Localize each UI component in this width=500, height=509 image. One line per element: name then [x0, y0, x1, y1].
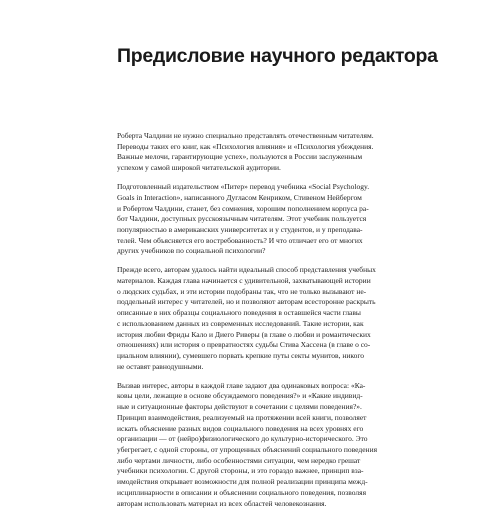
text-line: история любви Фриды Кало и Диего Риверы (в главе о любви и романтических	[117, 329, 371, 339]
text-line: имодействия открывает возможности для полной реализации принципа межд-	[117, 477, 368, 487]
text-line: искать объяснение разных видов социального поведения на всех уровнях его	[117, 423, 364, 433]
text-line: с использованием данных из современных исследований. Такие истории, как	[117, 318, 364, 328]
page-title: Предисловие научного редактора	[117, 45, 438, 67]
text-line: Подготовленный издательством «Питер» перевод учебника «Social Psychology.	[117, 182, 370, 192]
text-line: не оставят равнодушными.	[117, 361, 204, 371]
text-line: Важные мелочи, гарантирующие успех», пользуются в России заслуженным	[117, 152, 363, 162]
text-line: описанные в них образцы социального поведения в оставшейся части главы	[117, 308, 361, 318]
text-line: организации — от (нейро)физиологического до культурно-исторического. Это	[117, 434, 368, 444]
text-line: циальном влиянии), сумевшего порвать крепкие путы секты мунитов, никого	[117, 351, 365, 361]
text-line: Прежде всего, авторам удалось найти идеальный способ представления учебных	[117, 265, 376, 275]
text-line: успехом у самой широкой читательской аудитории.	[117, 163, 281, 173]
text-line: исциплинарности в описании и объяснении социального поведения, позволяя	[117, 487, 367, 497]
text-line: бот Чалдини, доступных русскоязычным читателям. Этот учебник пользуется	[117, 214, 367, 224]
text-line: Вызвав интерес, авторы в каждой главе задают два одинаковых вопроса: «Ка-	[117, 380, 366, 390]
text-line: Переводы таких его книг, как «Психология влияния» и «Психология убеждения.	[117, 141, 374, 151]
text-line: учебники психологии. С другой стороны, и это гораздо важнее, принцип вза-	[117, 466, 364, 476]
paragraph	[117, 265, 387, 372]
text-line: Роберта Чалдини не нужно специально представлять отечественным читателям.	[117, 131, 374, 140]
text-line: ные и ситуационные факторы действуют в сочетании с целями поведения?».	[117, 402, 362, 412]
text-line: Goals in Interaction», написанного Дугласом Кенриком, Стивеном Нейбергом	[117, 192, 362, 202]
text-line: телей. Чем объясняется его востребованность? И что отличает его от многих	[117, 235, 363, 245]
body-text	[117, 131, 387, 509]
paragraph	[117, 381, 387, 509]
text-line: авторам использовать материал из всех областей человекознания.	[117, 498, 327, 508]
text-line: популярностью в американских университетах и у студентов, и у преподава-	[117, 224, 363, 234]
paragraph	[117, 131, 387, 174]
text-line: других учебников по социальной психологии?	[117, 246, 266, 256]
text-line: материалов. Каждая глава начинается с удивительной, захватывающей истории	[117, 276, 371, 285]
paragraph	[117, 182, 387, 257]
text-line: о людских судьбах, и эти истории подобраны так, что не только вызывают не-	[117, 286, 367, 296]
text-line: Принцип взаимодействия, реализуемый на протяжении всей книги, позволяет	[117, 412, 367, 422]
text-line: либо чертами личности, либо особенностями ситуации, чем нередко грешат	[117, 455, 361, 465]
text-line: отношениях) или история о превратностях судьбы Стива Хассена (в главе о со-	[117, 340, 371, 350]
text-line: убегрегает, с одной стороны, от упрощенных объяснений социального поведения	[117, 444, 378, 454]
text-line: поддельный интерес у читателей, но и позволяют авторам всесторонне раскрыть	[117, 297, 376, 307]
text-line: и Робертом Чалдини, станет, без сомнения, хорошим пополнением корпуса ра-	[117, 203, 369, 213]
text-line: ковы цели, лежащие в основе обсуждаемого поведения?» и «Какие индивид-	[117, 391, 363, 401]
